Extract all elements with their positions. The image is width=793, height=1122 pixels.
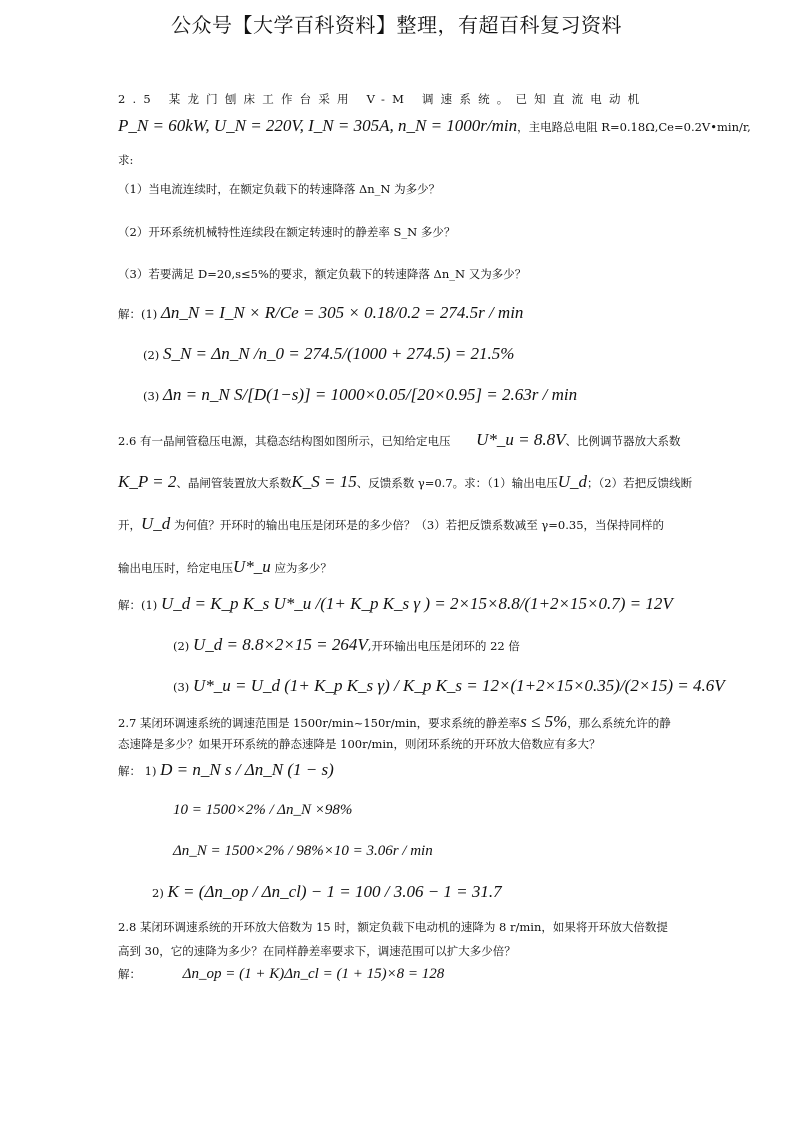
q26-line-1-text: 2.6 有一晶闸管稳压电源，其稳态结构图如图所示，已知给定电压 — [118, 434, 451, 448]
q26-kp: K_P = 2 — [118, 472, 177, 491]
q26-line-1-tail: 、比例调节器放大系数 — [565, 434, 681, 448]
q25-solution-3 — [143, 385, 577, 405]
q25-solution-3-label: (3) — [143, 389, 160, 403]
q25-title: 2.5 某龙门刨床工作台采用 V-M 调速系统。已知直流电动机 — [118, 92, 647, 106]
q26-line-4-a: 输出电压时，给定电压 — [118, 561, 233, 575]
q26-ks: K_S = 15 — [291, 472, 357, 491]
q28-solution-1 — [118, 966, 444, 983]
q26-line-4-math: U*_u — [233, 557, 271, 576]
q27-solution-4-math: K = (Δn_op / Δn_cl) − 1 = 100 / 3.06 − 1 = 31.7 — [167, 882, 502, 901]
q26-solution-1 — [118, 594, 673, 614]
q27-solution-2 — [173, 802, 352, 819]
q25-solution-label: 解：(1) — [118, 307, 158, 321]
q25-solution-1 — [118, 303, 523, 323]
q27-solution-label: 解： 1) — [118, 764, 157, 778]
q26-line-4-b: 应为多少？ — [274, 561, 332, 575]
q27-solution-1-math: D = n_N s / Δn_N (1 − s) — [160, 760, 334, 779]
q27-solution-4-label: 2) — [152, 886, 164, 900]
q25-question-1: （1）当电流连续时，在额定负载下的转速降落 Δn_N 为多少？ — [118, 182, 441, 196]
q28-solution-label: 解： — [118, 967, 141, 981]
page-header: 公众号【大学百科资料】整理，有超百科复习资料 — [171, 13, 622, 37]
q26-line-3-math: U_d — [141, 514, 171, 533]
q26-solution-2-label: (2) — [173, 639, 190, 653]
q25-params-text: ，主电路总电阻 R=0.18Ω,Ce=0.2V•min/r, — [517, 120, 751, 134]
q25-solution-2 — [143, 344, 514, 364]
q26-solution-3 — [173, 676, 725, 696]
q27-solution-2-math: 10 = 1500×2% / Δn_N ×98% — [173, 802, 353, 818]
q26-line-2-text-2: 、反馈系数 γ=0.7。求：（1）输出电压 — [356, 476, 558, 490]
q27-solution-1 — [118, 760, 334, 780]
q26-solution-2-math: U_d = 8.8×2×15 = 264V — [192, 635, 368, 654]
q26-solution-2-tail: ,开环输出电压是闭环的 22 倍 — [367, 639, 520, 653]
q27-line-1 — [118, 712, 671, 732]
q26-line-4 — [118, 557, 332, 577]
q25-question-2: （2）开环系统机械特性连续段在额定转速时的静差率 S_N 多少？ — [118, 225, 456, 239]
q26-line-3 — [118, 514, 664, 534]
q27-line-1-text: 2.7 某闭环调速系统的调速范围是 1500r/min~150r/min，要求系统的静差率 — [118, 716, 521, 730]
q25-solution-2-label: (2) — [143, 348, 160, 362]
q26-solution-3-label: (3) — [173, 680, 190, 694]
q27-solution-4 — [152, 882, 502, 902]
q26-solution-1-math: U_d = K_p K_s U*_u /(1+ K_p K_s γ ) = 2×15×8.8/(1+2×15×0.7) = 12V — [160, 594, 673, 613]
q27-line-1-math: s ≤ 5% — [520, 712, 568, 731]
q26-line-1 — [118, 430, 681, 450]
q25-question-3: （3）若要满足 D=20,s≤5%的要求，额定负载下的转速降落 Δn_N 又为多少？ — [118, 267, 527, 281]
q25-params-math: P_N = 60kW, U_N = 220V, I_N = 305A, n_N = 1000r/min — [118, 116, 518, 135]
q25-solution-2-math: S_N = Δn_N /n_0 = 274.5/(1000 + 274.5) = 21.5% — [162, 344, 515, 363]
q26-solution-3-math: U*_u = U_d (1+ K_p K_s γ) / K_p K_s = 12×(1+2×15×0.35)/(2×15) = 4.6V — [192, 676, 725, 695]
q25-params — [118, 116, 751, 136]
q26-line-1-math: U*_u = 8.8V — [476, 430, 566, 449]
q25-solution-1-math: Δn_N = I_N × R/Ce = 305 × 0.18/0.2 = 274.5r / min — [160, 303, 524, 322]
q27-line-1-tail: ，那么系统允许的静 — [567, 716, 671, 730]
q26-ud: U_d — [557, 472, 588, 491]
q25-solution-3-math: Δn = n_N S/[D(1−s)] = 1000×0.05/[20×0.95] = 2.63r / min — [162, 385, 578, 404]
q26-line-2 — [118, 472, 692, 492]
q26-line-3-a: 开， — [118, 518, 141, 532]
q27-line-2: 态速降是多少？如果开环系统的静态速降是 100r/min，则闭环系统的开环放大倍数应有多大？ — [118, 737, 601, 751]
q28-solution-1-math: Δn_op = (1 + K)Δn_cl = (1 + 15)×8 = 128 — [182, 966, 445, 982]
q28-line-1: 2.8 某闭环调速系统的开环放大倍数为 15 时，额定负载下电动机的速降为 8 r/min，如果将开环放大倍数提 — [118, 920, 668, 934]
q26-line-2-text-3: ；（2）若把反馈线断 — [587, 476, 693, 490]
q25-ask: 求: — [118, 153, 134, 167]
q28-line-2: 高到 30，它的速降为多少？在同样静差率要求下，调速范围可以扩大多少倍？ — [118, 944, 516, 958]
q26-line-2-text-1: 、晶闸管装置放大系数 — [176, 476, 292, 490]
q27-solution-3 — [173, 843, 433, 860]
q26-solution-2 — [173, 635, 520, 655]
q27-solution-3-math: Δn_N = 1500×2% / 98%×10 = 3.06r / min — [173, 843, 433, 859]
q26-solution-label: 解：(1) — [118, 598, 158, 612]
q26-line-3-b: 为何值？开环时的输出电压是闭环是的多少倍？（3）若把反馈系数减至 γ=0.35，当保持同样的 — [173, 518, 665, 532]
